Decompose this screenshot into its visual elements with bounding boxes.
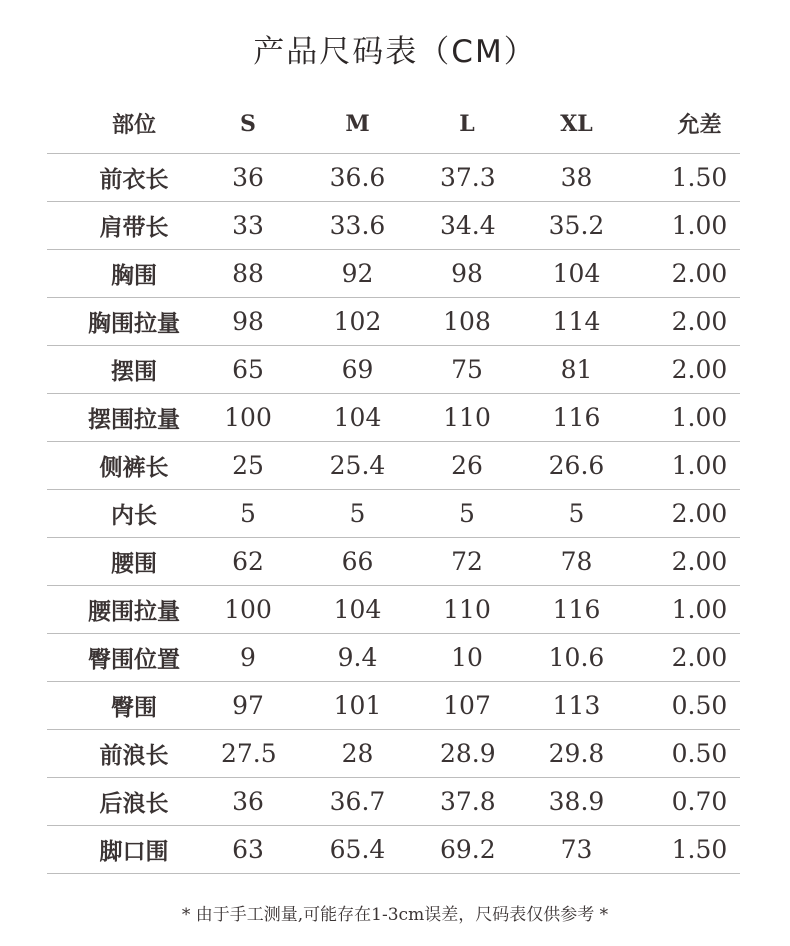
cell-l: 34.4: [440, 211, 496, 240]
table-row: [47, 538, 740, 586]
cell-part: 腰围拉量: [88, 598, 180, 625]
header-part: 部位: [111, 112, 156, 138]
cell-l: 107: [443, 691, 491, 720]
cell-xl: 38.9: [548, 787, 605, 816]
cell-s: 36: [232, 163, 264, 192]
cell-s: 62: [232, 547, 264, 576]
cell-xl: 29.8: [548, 739, 605, 768]
cell-l: 69.2: [440, 835, 496, 864]
cell-tolerance: 0.50: [671, 691, 728, 720]
cell-xl: 26.6: [548, 451, 605, 480]
cell-s: 100: [224, 595, 272, 624]
cell-xl: 104: [552, 259, 601, 288]
cell-m: 101: [333, 691, 382, 720]
cell-part: 摆围拉量: [88, 406, 180, 433]
table-body: [47, 154, 740, 874]
cell-tolerance: 1.00: [671, 595, 728, 624]
cell-part: 腰围: [111, 550, 157, 577]
cell-part: 侧裤长: [99, 454, 169, 481]
cell-tolerance: 1.00: [671, 403, 728, 432]
cell-l: 28.9: [440, 739, 496, 768]
cell-l: 10: [451, 643, 483, 672]
cell-part: 前浪长: [99, 742, 169, 769]
cell-s: 5: [240, 499, 256, 528]
cell-m: 104: [333, 403, 382, 432]
cell-xl: 116: [552, 595, 601, 624]
cell-s: 98: [232, 307, 264, 336]
cell-l: 72: [451, 547, 483, 576]
cell-part: 臀围位置: [88, 646, 180, 673]
cell-s: 100: [224, 403, 272, 432]
cell-s: 25: [232, 451, 264, 480]
cell-l: 75: [451, 355, 483, 384]
cell-tolerance: 1.00: [671, 211, 728, 240]
table-row: [47, 250, 740, 298]
cell-xl: 81: [560, 355, 593, 384]
cell-xl: 116: [552, 403, 601, 432]
table-row: [47, 730, 740, 778]
header-size-m: M: [345, 110, 370, 137]
table-row: [47, 682, 740, 730]
table-row: [47, 442, 740, 490]
cell-l: 108: [443, 307, 491, 336]
cell-xl: 78: [560, 547, 593, 576]
cell-tolerance: 2.00: [671, 307, 728, 336]
cell-xl: 114: [552, 307, 601, 336]
footnote: * 由于手工测量,可能存在1-3cm误差，尺码表仅供参考 *: [181, 905, 609, 925]
table-row: [47, 586, 740, 634]
cell-s: 33: [232, 211, 264, 240]
cell-m: 104: [333, 595, 382, 624]
cell-part: 前衣长: [99, 166, 169, 193]
cell-s: 97: [232, 691, 264, 720]
cell-s: 88: [232, 259, 264, 288]
cell-s: 9: [240, 643, 256, 672]
table-row: [47, 298, 740, 346]
header-size-s: S: [240, 110, 256, 137]
cell-m: 92: [341, 259, 374, 288]
table-row: [47, 154, 740, 202]
table-row: [47, 634, 740, 682]
cell-m: 102: [333, 307, 382, 336]
cell-m: 9.4: [337, 643, 378, 672]
cell-part: 后浪长: [99, 790, 169, 817]
cell-l: 110: [443, 595, 491, 624]
cell-part: 脚口围: [99, 838, 169, 865]
header-tolerance: 允差: [677, 112, 722, 138]
cell-l: 37.8: [440, 787, 496, 816]
table-row: [47, 346, 740, 394]
cell-tolerance: 2.00: [671, 499, 728, 528]
cell-m: 69: [341, 355, 374, 384]
table-row: [47, 778, 740, 826]
cell-m: 28: [341, 739, 374, 768]
cell-tolerance: 2.00: [671, 355, 728, 384]
cell-m: 36.6: [329, 163, 386, 192]
cell-tolerance: 0.50: [671, 739, 728, 768]
cell-part: 臀围: [111, 694, 157, 721]
cell-tolerance: 2.00: [671, 643, 728, 672]
cell-l: 98: [451, 259, 483, 288]
cell-m: 65.4: [329, 835, 386, 864]
cell-s: 36: [232, 787, 264, 816]
cell-tolerance: 1.00: [671, 451, 728, 480]
table-row: [47, 490, 740, 538]
cell-l: 26: [451, 451, 483, 480]
cell-tolerance: 2.00: [671, 259, 728, 288]
cell-l: 37.3: [440, 163, 496, 192]
cell-m: 25.4: [329, 451, 386, 480]
cell-tolerance: 1.50: [671, 835, 728, 864]
cell-xl: 5: [568, 499, 585, 528]
size-table: [47, 94, 740, 874]
table-row: [47, 826, 740, 874]
header-size-l: L: [459, 110, 475, 137]
cell-s: 63: [232, 835, 264, 864]
cell-tolerance: 1.50: [671, 163, 728, 192]
cell-xl: 73: [560, 835, 593, 864]
header-size-xl: XL: [560, 110, 593, 137]
table-row: [47, 202, 740, 250]
cell-part: 内长: [111, 502, 157, 529]
table-row: [47, 394, 740, 442]
cell-s: 27.5: [221, 739, 277, 768]
cell-part: 胸围: [111, 262, 157, 289]
cell-l: 110: [443, 403, 491, 432]
cell-l: 5: [459, 499, 475, 528]
cell-xl: 113: [552, 691, 601, 720]
cell-xl: 38: [560, 163, 593, 192]
page-title: 产品尺码表（CM）: [253, 34, 537, 70]
cell-part: 胸围拉量: [88, 310, 180, 337]
cell-m: 33.6: [329, 211, 386, 240]
cell-m: 5: [349, 499, 366, 528]
cell-m: 36.7: [329, 787, 386, 816]
cell-part: 肩带长: [99, 214, 169, 241]
cell-s: 65: [232, 355, 264, 384]
cell-xl: 35.2: [548, 211, 605, 240]
cell-part: 摆围: [111, 358, 157, 385]
table-header-row: [47, 94, 740, 154]
cell-tolerance: 0.70: [671, 787, 728, 816]
cell-tolerance: 2.00: [671, 547, 728, 576]
cell-m: 66: [341, 547, 374, 576]
cell-xl: 10.6: [548, 643, 605, 672]
